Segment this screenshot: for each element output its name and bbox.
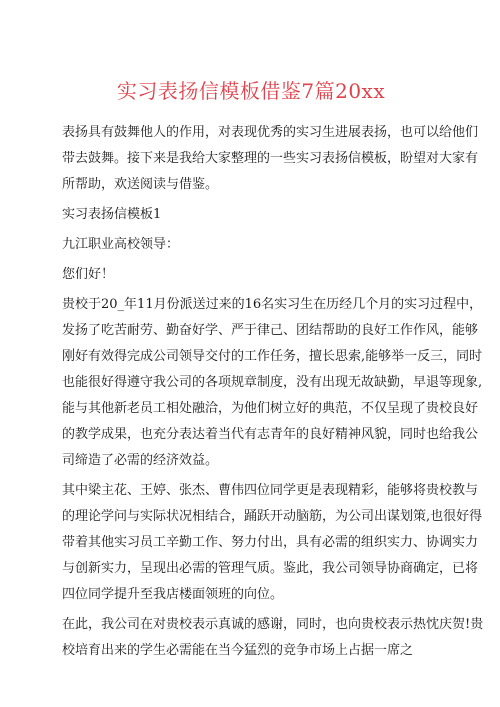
body-paragraph-3 <box>62 612 484 664</box>
paragraph-line: 发扬了吃苦耐劳、勤奋好学、严于律己、团结帮助的良好工作作风，能够 <box>62 323 479 338</box>
paragraph-line: 与创新实力，呈现出必需的管理气质。鉴此，我公司领导协商确定，已将 <box>62 561 479 576</box>
body-paragraph-2 <box>62 478 483 608</box>
paragraph-line: 能与其他新老员工相处融洽，为他们树立好的典范，不仅呈现了贵校良好 <box>62 401 479 416</box>
paragraph-line: 司缔造了必需的经济效益。 <box>62 453 219 468</box>
document-title: 实习表扬信模板借鉴7篇20xx <box>116 79 386 103</box>
salutation: 九江职业高校领导： <box>62 237 180 252</box>
paragraph-line: 四位同学提升至我店楼面领班的向位。 <box>62 587 284 602</box>
paragraph-line: 刚好有效得完成公司领导交付的工作任务，擅长思索,能够举一反三，同时 <box>62 349 483 364</box>
paragraph-line: 带着其他实习员工辛勤工作、努力付出，具有必需的组织实力、协调实力 <box>62 535 479 550</box>
intro-line: 带去鼓舞。接下来是我给大家整理的一些实习表扬信模板，盼望对大家有 <box>62 151 479 166</box>
paragraph-line: 校培育出来的学生必需能在当今猛烈的竞争市场上占据一席之 <box>62 643 414 658</box>
body-paragraph-1 <box>62 292 483 474</box>
paragraph-line: 在此，我公司在对贵校表示真诚的感谢，同时，也向贵校表示热忱庆贺!贵 <box>62 617 484 632</box>
paragraph-line: 的理论学问与实际状况相结合，踊跃开动脑筋，为公司出谋划策,也很好得 <box>62 509 483 524</box>
section-heading: 实习表扬信模板1 <box>62 207 162 222</box>
intro-line: 表扬具有鼓舞他人的作用，对表现优秀的实习生进展表扬，也可以给他们 <box>62 125 479 140</box>
intro-line: 所帮助，欢送阅读与借鉴。 <box>62 177 219 192</box>
greeting: 您们好！ <box>62 267 115 282</box>
paragraph-line: 也能很好得遵守我公司的各项规章制度，没有出现无故缺勤，早退等现象, <box>62 375 483 390</box>
paragraph-line: 其中梁主花、王婷、张杰、曹伟四位同学更是表现精彩，能够将贵校教与 <box>62 483 479 498</box>
paragraph-line: 的教学成果，也充分表达着当代有志青年的良好精神风貌，同时也给我公 <box>62 427 479 442</box>
paragraph-line: 贵校于20_年11月份派送过来的16名实习生在历经几个月的实习过程中， <box>62 297 483 312</box>
intro-paragraph <box>62 120 479 198</box>
